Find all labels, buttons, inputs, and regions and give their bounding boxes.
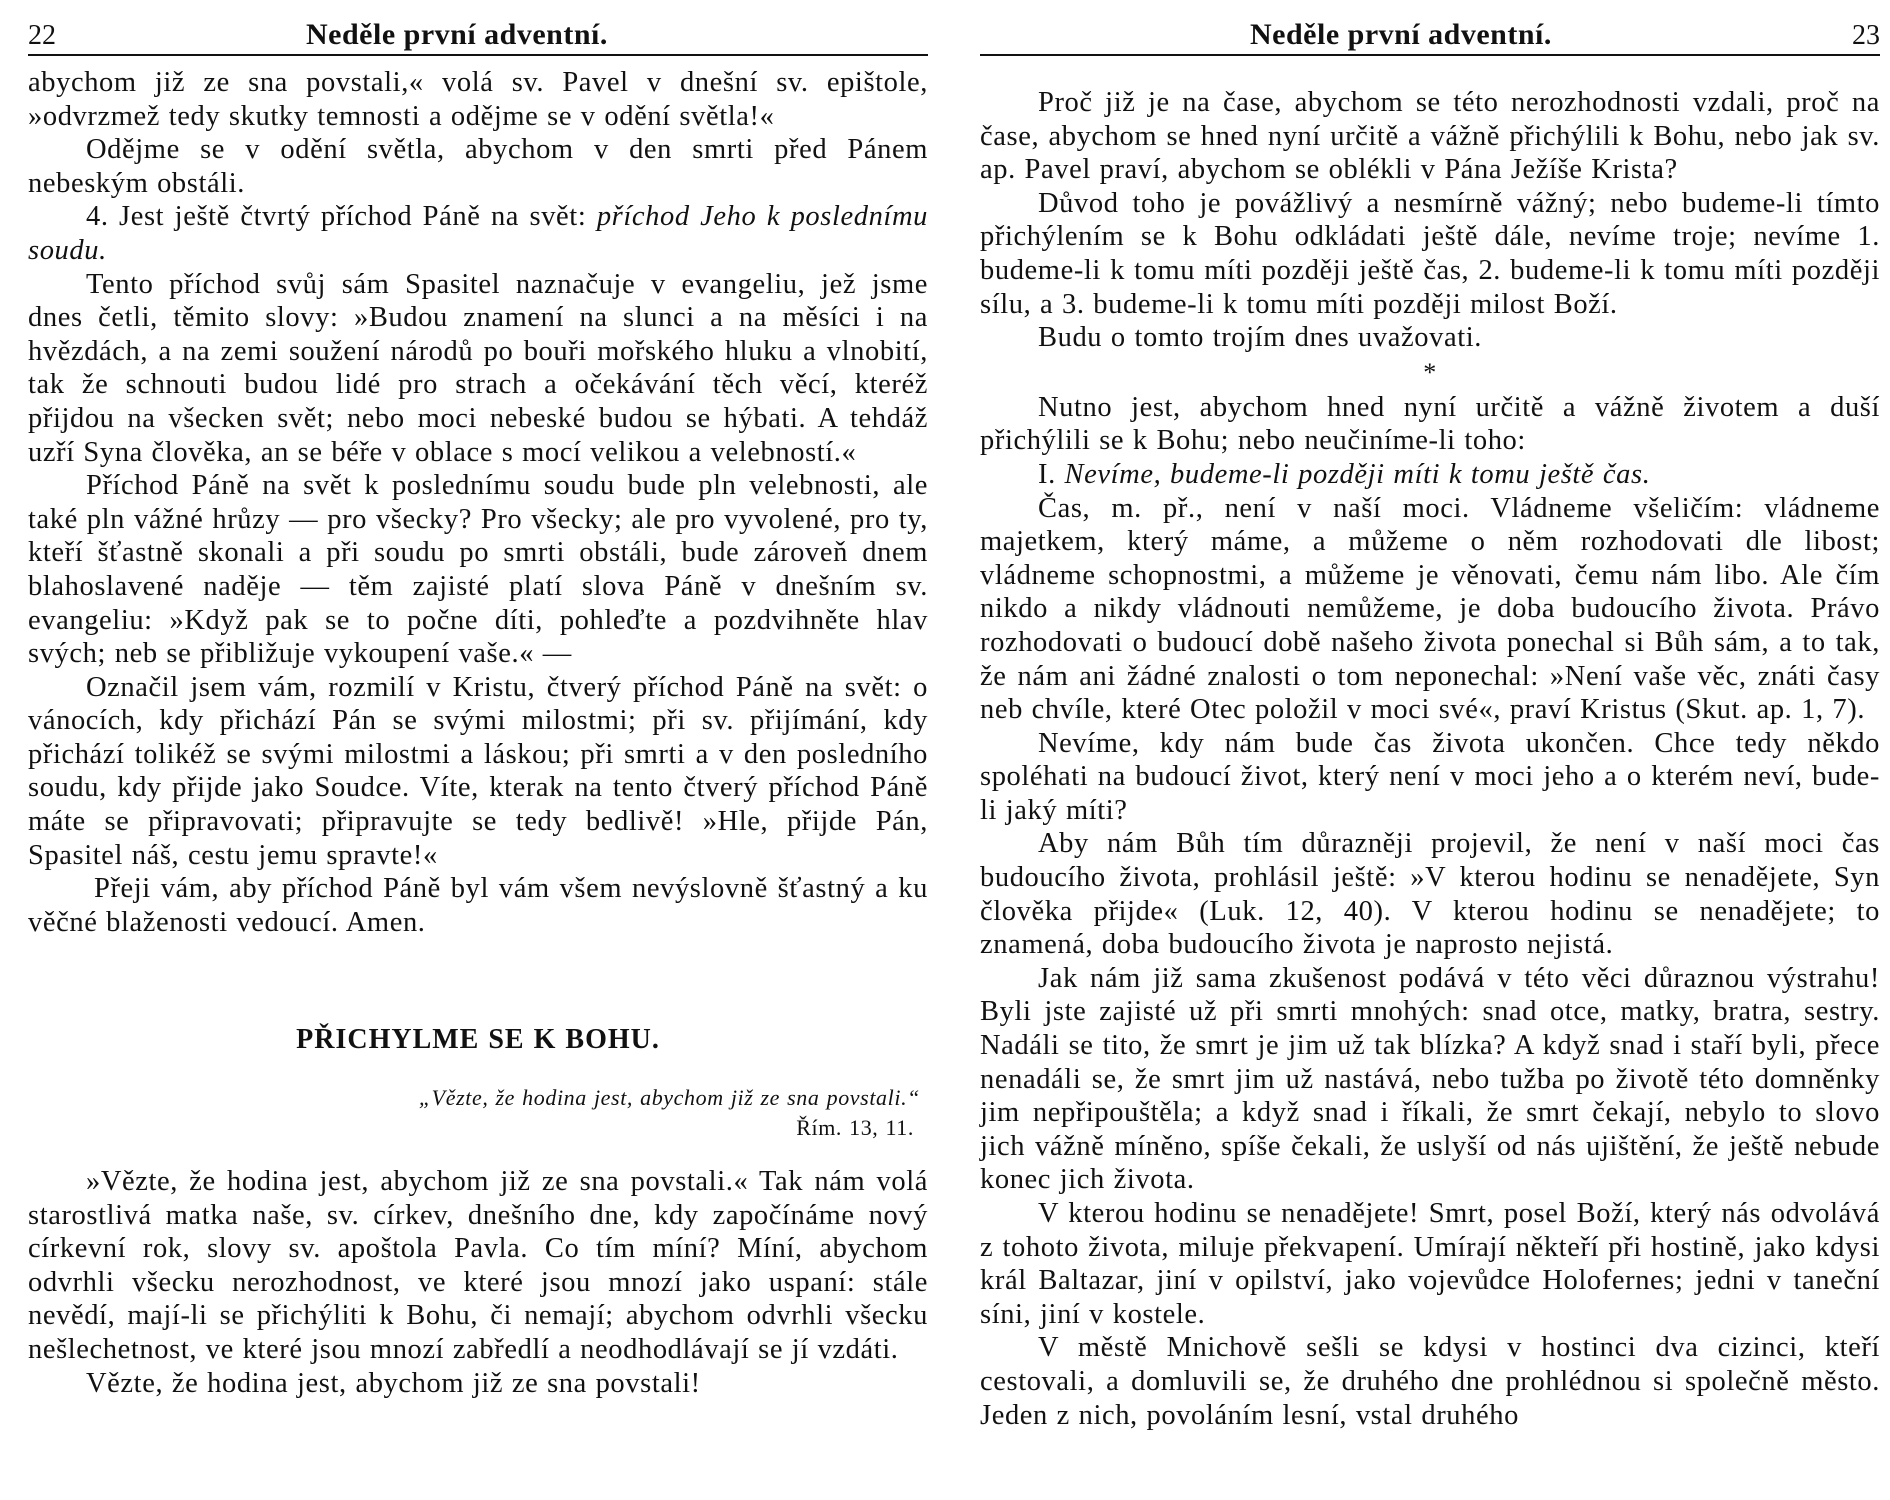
- right-page-number: 23: [1852, 20, 1880, 51]
- section-divider-star: *: [1423, 357, 1437, 387]
- paragraph: Proč již je na čase, abychom se této nerozhodnosti vzdali, proč na čase, abychom se hned nyní určitě a vážně přichýlili k Bohu, nebo jak sv. ap. Pavel praví, abychom se oblékli v Pána Ježíše Krista?: [980, 87, 1880, 186]
- point-1-prefix: I.: [1038, 458, 1065, 490]
- paragraph: Nutno jest, abychom hned nyní určitě a vážně životem a duší přichýlili se k Bohu; nebo neučiníme-li toho:: [980, 391, 1880, 457]
- paragraph: Čas, m. př., není v naší moci. Vládneme všeličím: vládneme majetkem, který máme, a můžeme o něm rozhodovati dle libost; vládneme schopnostmi, a můžeme je věnovati, čemu nám libo. Ale čím nikdo a nikdy vládnouti nemůžeme, je doba budoucího života. Právo rozhodovati o budoucí době našeho života ponechal si Bůh sám, a to tak, že nám ani žádné znalosti o tom neponechal: »Není vaše věc, znáti časy neb chvíle, které Otec položil v moci své«, praví Kristus (Skut. ap. 1, 7).: [980, 492, 1880, 726]
- paragraph: Důvod toho je povážlivý a nesmírně vážný; nebo budeme-li tímto přichýlením se k Bohu odkládati ještě dále, nevíme troje; nevíme 1. budeme-li k tomu míti později ještě čas, 2. budeme-li k tomu míti později sílu, a 3. budeme-li k tomu míti později milost Boží.: [980, 187, 1880, 320]
- right-page: [980, 0, 1880, 1500]
- paragraph: Příchod Páně na svět k poslednímu soudu bude pln velebnosti, ale také pln vážné hrůzy — pro všecky? Pro všecky; ale pro vyvolené, pro ty, kteří šťastně skonali a při soudu po smrti obstáli, bude zároveň dnem blahoslavené naděje — těm zajisté platí slova Páně v dnešním sv. evangeliu: »Když pak se to počne díti, pohleďte a pozdvihněte hlav svých; neb se přibližuje vykoupení vaše.« —: [28, 470, 928, 670]
- right-body-text: [980, 86, 1880, 1432]
- point-4-prefix: 4. Jest ještě čtvrtý příchod Páně na svět:: [86, 201, 597, 233]
- left-running-title: Neděle první adventní.: [306, 18, 608, 51]
- paragraph: V kterou hodinu se nenadějete! Smrt, posel Boží, který nás odvolává z tohoto života, miluje překvapení. Umírají někteří při hostině, jako kdysi král Baltazar, jiní v opilství, jako vojevůdce Holofernes; jedni v taneční síni, jiní v kostele.: [980, 1198, 1880, 1330]
- paragraph: Vězte, že hodina jest, abychom již ze sna povstali!: [86, 1367, 701, 1399]
- right-running-head: [980, 14, 1880, 56]
- paragraph: Nevíme, kdy nám bude čas života ukončen. Chce tedy někdo spoléhati na budoucí život, který není v moci jeho a o kterém neví, bude-li jaký míti?: [980, 727, 1880, 826]
- paragraph: Jak nám již sama zkušenost podává v této věci důraznou výstrahu! Byli jste zajisté už při smrti mnohých: snad otce, matky, bratra, sestry. Nadáli se tito, že smrt je jim už tak blízka? A když snad i staří byli, přece nenadáli se, že smrt jim už nastává, nebo tužba po životě této domněnky jim nepřipouštěla; a když snad i říkali, že smrt čekají, nebylo to slovo jich vážně míněno, spíše čekali, že uslyší od nás ujištění, že ještě nebude konec jich života.: [980, 962, 1880, 1196]
- motto-reference: Řím. 13, 11.: [796, 1115, 914, 1141]
- left-page: [28, 0, 928, 1500]
- paragraph: Aby nám Bůh tím důrazněji projevil, že není v naší moci čas budoucího života, prohlásil ještě: »V kterou hodinu se nenadějete, Syn člověka přijde« (Luk. 12, 40). V kterou hodinu se nenadějete; to znamená, doba budoucího života je naprosto nejistá.: [980, 828, 1880, 961]
- paragraph: Budu o tomto trojím dnes uvažovati.: [1038, 322, 1482, 354]
- point-1-italic: Nevíme, budeme-li později míti k tomu ještě čas.: [1064, 458, 1651, 490]
- section-title: PŘICHYLME SE K BOHU.: [296, 1024, 660, 1056]
- paragraph: Přeji vám, aby příchod Páně byl vám všem nevýslovně šťastný a ku věčné blaženosti vedoucí. Amen.: [28, 873, 928, 938]
- paragraph: Označil jsem vám, rozmilí v Kristu, čtverý příchod Páně na svět: o vánocích, kdy přichází Pán se svými milostmi; při sv. přijímání, kdy přichází tolikéž se svými milostmi a láskou; při smrti a v den posledního soudu, kdy přijde jako Soudce. Víte, kterak na tento čtverý příchod Páně máte se připravovati; připravujte se tedy bedlivě! »Hle, přijde Pán, Spasitel náš, cestu jemu spravte!«: [28, 671, 928, 871]
- paragraph: V městě Mnichově sešli se kdysi v hostinci dva cizinci, kteří cestovali, a domluvili se, že druhého dne prohlédnou si společně město. Jeden z nich, povoláním lesní, vstal druhého: [980, 1332, 1880, 1431]
- paragraph-point-1: [980, 458, 1880, 492]
- paragraph: »Vězte, že hodina jest, abychom již ze sna povstali.« Tak nám volá starostlivá matka naše, sv. církev, dnešního dne, kdy započínáme nový církevní rok, slovy sv. apoštola Pavla. Co tím míní? Míní, abychom odvrhli všecku nerozhodnost, ve které jsou mnozí jako uspaní: stále nevědí, mají-li se přichýliti k Bohu, či nemají; abychom odvrhli všecku nešlechetnost, ve které jsou mnozí zabředlí a neodhodlávají se jí vzdáti.: [28, 1166, 928, 1365]
- motto-quote: „Vězte, že hodina jest, abychom již ze sna povstali.“: [418, 1085, 920, 1111]
- paragraph-point-4: [28, 200, 928, 267]
- paragraph: Odějme se v odění světla, abychom v den smrti před Pánem nebeským obstáli.: [28, 134, 928, 199]
- left-running-head: [28, 14, 928, 56]
- right-running-title: Neděle první adventní.: [1250, 18, 1552, 51]
- left-body-text: [28, 66, 928, 1400]
- paragraph: abychom již ze sna povstali,« volá sv. Pavel v dnešní sv. epištole, »odvrzmež tedy skutky temnosti a odějme se v odění světla!«: [28, 67, 928, 132]
- left-page-number: 22: [28, 20, 56, 51]
- paragraph: Tento příchod svůj sám Spasitel naznačuje v evangeliu, jež jsme dnes četli, těmito slovy: »Budou znamení na slunci a na měsíci i na hvězdách, a na zemi soužení národů po bouři mořského hluku a vlnobití, tak že schnouti budou lidé pro strach a očekávání těch věcí, kteréž přijdou na všecken svět; nebo moci nebeské budou se hýbati. A tehdáž uzří Syna člověka, an se béře v oblace s mocí velikou a velebností.«: [28, 268, 928, 468]
- point-4-italic: příchod Jeho k poslednímu soudu.: [28, 201, 928, 266]
